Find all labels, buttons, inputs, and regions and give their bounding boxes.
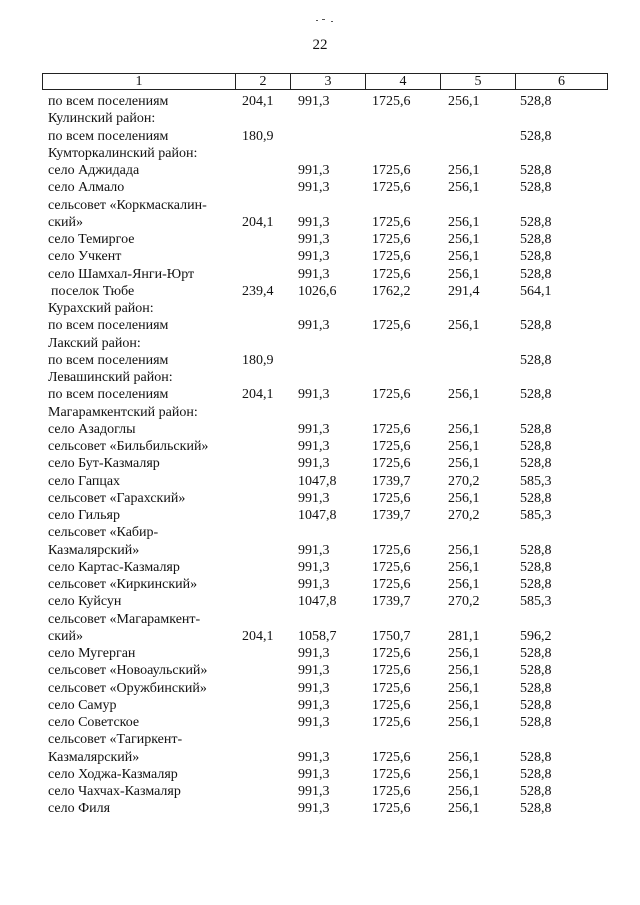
table-cell-col6: 585,3	[520, 473, 552, 489]
table-cell-col5: 270,2	[448, 508, 480, 523]
table-cell-col6: 528,8	[520, 801, 552, 817]
table-cell-col1: село Филя	[48, 801, 111, 817]
table-cell-col1: по всем поселениям	[48, 94, 169, 109]
table-row	[0, 766, 640, 783]
table-cell-col1: сельсовет «Кабир-	[48, 525, 159, 541]
table-cell-col5: 256,1	[448, 749, 480, 765]
table-cell-col3: 991,3	[298, 232, 330, 247]
table-cell-col1: ский»	[48, 628, 83, 644]
table-row	[0, 697, 640, 714]
table-cell-col5: 256,1	[448, 715, 480, 730]
table-cell-col4: 1725,6	[372, 559, 411, 575]
table-cell-col4: 1725,6	[372, 318, 411, 334]
table-cell-col4: 1725,6	[372, 214, 411, 230]
table-cell-col4: 1725,6	[372, 490, 411, 506]
table-row	[0, 680, 640, 697]
table-cell-col1: село Ходжа-Казмаляр	[48, 766, 178, 782]
table-cell-col1: ский»	[48, 214, 83, 230]
table-cell-col5: 256,1	[448, 266, 480, 282]
table-row	[0, 524, 640, 541]
table-cell-col1: Казмалярский»	[48, 542, 140, 558]
table-cell-col1: село Учкент	[48, 249, 122, 265]
table-row	[0, 317, 640, 334]
table-cell-col1: сельсовет «Бильбильский»	[48, 439, 209, 454]
table-cell-col4: 1725,6	[372, 801, 411, 817]
table-cell-col3: 991,3	[298, 249, 330, 265]
table-cell-col1: Кулинский район:	[48, 111, 156, 127]
table-cell-col1: село Азадоглы	[48, 421, 136, 437]
table-cell-col4: 1725,6	[372, 163, 411, 178]
table-cell-col1: село Гапцах	[48, 473, 121, 489]
table-cell-col1: сельсовет «Гарахский»	[48, 490, 186, 506]
table-cell-col4: 1725,6	[372, 784, 411, 799]
table-cell-col5: 256,1	[448, 318, 480, 334]
table-cell-col6: 528,8	[520, 387, 552, 403]
table-row	[0, 490, 640, 507]
table-cell-col4: 1725,6	[372, 680, 411, 696]
table-cell-col1: сельсовет «Оружбинский»	[48, 680, 207, 696]
table-cell-col1: село Шамхал-Янги-Юрт	[48, 266, 195, 282]
table-cell-col1: сельсовет «Новоаульский»	[48, 663, 208, 679]
table-cell-col5: 256,1	[448, 163, 480, 178]
table-row	[0, 800, 640, 817]
column-header-6: 6	[558, 74, 565, 89]
table-cell-col5: 256,1	[448, 559, 480, 575]
table-cell-col6: 528,8	[520, 749, 552, 765]
table-cell-col5: 256,1	[448, 94, 480, 109]
table-cell-col5: 256,1	[448, 766, 480, 782]
table-cell-col5: 281,1	[448, 628, 480, 644]
table-cell-col4: 1725,6	[372, 749, 411, 765]
table-cell-col5: 256,1	[448, 421, 480, 437]
table-cell-col4: 1725,6	[372, 663, 411, 679]
table-cell-col1: сельсовет «Магарамкент-	[48, 611, 201, 627]
table-cell-col1: Магарамкентский район:	[48, 404, 198, 420]
table-row	[0, 783, 640, 800]
table-cell-col1: село Советское	[48, 715, 140, 730]
table-cell-col6: 528,8	[520, 163, 552, 178]
table-cell-col6: 528,8	[520, 128, 552, 144]
table-cell-col3: 991,3	[298, 180, 330, 196]
table-cell-col3: 991,3	[298, 266, 330, 282]
table-cell-col1: село Алмало	[48, 180, 125, 196]
table-cell-col4: 1725,6	[372, 180, 411, 196]
table-cell-col5: 256,1	[448, 232, 480, 247]
table-cell-col3: 991,3	[298, 94, 330, 109]
table-cell-col6: 528,8	[520, 352, 552, 368]
table-cell-col6: 564,1	[520, 283, 552, 299]
table-row	[0, 731, 640, 748]
table-cell-col3: 991,3	[298, 439, 330, 454]
table-cell-col4: 1725,6	[372, 249, 411, 265]
table-cell-col6: 528,8	[520, 214, 552, 230]
table-cell-col6: 528,8	[520, 766, 552, 782]
table-cell-col2: 204,1	[242, 628, 274, 644]
table-cell-col6: 528,8	[520, 232, 552, 247]
table-cell-col6: 528,8	[520, 663, 552, 679]
table-cell-col6: 528,8	[520, 715, 552, 730]
table-cell-col3: 991,3	[298, 784, 330, 799]
table-cell-col1: по всем поселениям	[48, 387, 169, 403]
table-cell-col3: 991,3	[298, 801, 330, 817]
table-cell-col5: 270,2	[448, 473, 480, 489]
table-cell-col6: 528,8	[520, 490, 552, 506]
table-cell-col4: 1750,7	[372, 628, 411, 644]
table-cell-col4: 1725,6	[372, 715, 411, 730]
table-row	[0, 197, 640, 214]
table-cell-col1: село Куйсун	[48, 594, 122, 610]
table-cell-col6: 528,8	[520, 577, 552, 592]
table-cell-col4: 1725,6	[372, 697, 411, 713]
table-cell-col3: 991,3	[298, 559, 330, 575]
table-row	[0, 749, 640, 766]
table-row	[0, 593, 640, 610]
table-cell-col6: 528,8	[520, 456, 552, 472]
table-row	[0, 576, 640, 593]
table-cell-col1: сельсовет «Тагиркент-	[48, 732, 183, 748]
table-row	[0, 352, 640, 369]
table-cell-col4: 1725,6	[372, 577, 411, 592]
table-cell-col3: 991,3	[298, 490, 330, 506]
column-header-1: 1	[43, 74, 236, 89]
table-row	[0, 507, 640, 524]
table-cell-col2: 180,9	[242, 128, 274, 144]
table-cell-col4: 1725,6	[372, 439, 411, 454]
column-header-5: 5	[441, 74, 516, 89]
table-row	[0, 559, 640, 576]
table-cell-col1: Курахский район:	[48, 301, 154, 316]
table-cell-col4: 1725,6	[372, 94, 411, 109]
table-cell-col5: 256,1	[448, 784, 480, 799]
table-row	[0, 300, 640, 317]
table-body	[0, 93, 640, 818]
table-cell-col3: 991,3	[298, 163, 330, 178]
table-row	[0, 248, 640, 265]
table-cell-col4: 1762,2	[372, 283, 411, 299]
table-cell-col1: село Картас-Казмаляр	[48, 559, 180, 575]
table-row	[0, 421, 640, 438]
table-cell-col4: 1725,6	[372, 232, 411, 247]
table-cell-col5: 256,1	[448, 387, 480, 403]
table-cell-col3: 991,3	[298, 646, 330, 661]
table-cell-col5: 256,1	[448, 214, 480, 230]
table-row	[0, 128, 640, 145]
table-cell-col3: 991,3	[298, 577, 330, 592]
table-row	[0, 110, 640, 127]
table-cell-col1: Кумторкалинский район:	[48, 145, 198, 161]
table-cell-col2: 239,4	[242, 283, 274, 299]
table-cell-col4: 1725,6	[372, 387, 411, 403]
table-cell-col5: 256,1	[448, 542, 480, 558]
page-number: 22	[312, 37, 328, 53]
table-cell-col3: 991,3	[298, 749, 330, 765]
table-cell-col3: 1026,6	[298, 283, 337, 299]
table-cell-col1: сельсовет «Киркинский»	[48, 577, 198, 592]
table-cell-col6: 528,8	[520, 180, 552, 196]
table-row	[0, 386, 640, 403]
table-cell-col5: 256,1	[448, 663, 480, 679]
table-cell-col1: Казмалярский»	[48, 749, 140, 765]
table-cell-col1: село Бут-Казмаляр	[48, 456, 160, 472]
table-row	[0, 93, 640, 110]
table-cell-col1: село Мугерган	[48, 646, 136, 661]
table-cell-col4: 1739,7	[372, 594, 411, 610]
table-cell-col3: 991,3	[298, 697, 330, 713]
table-cell-col5: 256,1	[448, 801, 480, 817]
table-cell-col3: 991,3	[298, 680, 330, 696]
table-cell-col6: 528,8	[520, 318, 552, 334]
table-cell-col5: 256,1	[448, 577, 480, 592]
table-row	[0, 283, 640, 300]
table-cell-col2: 204,1	[242, 94, 274, 109]
table-row	[0, 369, 640, 386]
table-cell-col1: поселок Тюбе	[51, 283, 135, 299]
table-cell-col5: 291,4	[448, 283, 480, 299]
table-cell-col6: 528,8	[520, 784, 552, 799]
table-row	[0, 645, 640, 662]
table-row	[0, 611, 640, 628]
table-cell-col6: 528,8	[520, 94, 552, 109]
table-cell-col4: 1725,6	[372, 542, 411, 558]
table-cell-col1: село Самур	[48, 697, 117, 713]
table-row	[0, 179, 640, 196]
table-cell-col4: 1725,6	[372, 766, 411, 782]
table-cell-col1: село Чахчах-Казмаляр	[48, 784, 181, 799]
table-cell-col1: село Темиргое	[48, 232, 135, 247]
table-cell-col6: 528,8	[520, 266, 552, 282]
table-cell-col4: 1739,7	[372, 508, 411, 523]
table-row	[0, 438, 640, 455]
table-cell-col6: 528,8	[520, 542, 552, 558]
table-row	[0, 404, 640, 421]
table-cell-col4: 1725,6	[372, 266, 411, 282]
table-cell-col4: 1739,7	[372, 473, 411, 489]
table-cell-col6: 528,8	[520, 421, 552, 437]
table-row	[0, 628, 640, 645]
table-cell-col6: 596,2	[520, 628, 552, 644]
table-cell-col1: село Гильяр	[48, 508, 120, 523]
table-cell-col3: 1047,8	[298, 473, 337, 489]
table-cell-col3: 991,3	[298, 421, 330, 437]
table-cell-col3: 991,3	[298, 318, 330, 334]
table-cell-col3: 991,3	[298, 663, 330, 679]
table-row	[0, 162, 640, 179]
table-cell-col6: 528,8	[520, 559, 552, 575]
column-header-3: 3	[291, 74, 366, 89]
table-cell-col3: 991,3	[298, 456, 330, 472]
table-row	[0, 455, 640, 472]
table-cell-col6: 528,8	[520, 439, 552, 454]
table-cell-col3: 1047,8	[298, 594, 337, 610]
table-cell-col3: 991,3	[298, 715, 330, 730]
column-header-4: 4	[366, 74, 441, 89]
table-row	[0, 214, 640, 231]
table-cell-col5: 256,1	[448, 439, 480, 454]
table-cell-col1: сельсовет «Коркмаскалин-	[48, 197, 207, 213]
table-header	[42, 73, 608, 90]
table-cell-col4: 1725,6	[372, 646, 411, 661]
table-row	[0, 145, 640, 162]
table-cell-col6: 585,3	[520, 508, 552, 523]
table-cell-col4: 1725,6	[372, 456, 411, 472]
table-row	[0, 662, 640, 679]
table-cell-col6: 528,8	[520, 249, 552, 265]
table-cell-col5: 256,1	[448, 180, 480, 196]
table-cell-col2: 204,1	[242, 214, 274, 230]
table-cell-col1: село Аджидада	[48, 163, 140, 178]
table-row	[0, 335, 640, 352]
table-cell-col3: 991,3	[298, 214, 330, 230]
table-cell-col1: по всем поселениям	[48, 128, 169, 144]
table-cell-col5: 256,1	[448, 249, 480, 265]
table-cell-col2: 180,9	[242, 352, 274, 368]
table-cell-col3: 991,3	[298, 542, 330, 558]
table-cell-col5: 256,1	[448, 680, 480, 696]
table-cell-col1: Лакский район:	[48, 335, 141, 351]
table-cell-col6: 528,8	[520, 680, 552, 696]
table-cell-col3: 1058,7	[298, 628, 337, 644]
table-cell-col1: Левашинский район:	[48, 370, 173, 385]
table-cell-col5: 256,1	[448, 490, 480, 506]
table-cell-col1: по всем поселениям	[48, 318, 169, 334]
table-cell-col3: 1047,8	[298, 508, 337, 523]
table-cell-col6: 528,8	[520, 697, 552, 713]
table-row	[0, 231, 640, 248]
column-header-2: 2	[236, 74, 291, 89]
table-cell-col5: 256,1	[448, 646, 480, 661]
table-cell-col4: 1725,6	[372, 421, 411, 437]
table-cell-col5: 256,1	[448, 456, 480, 472]
table-cell-col3: 991,3	[298, 766, 330, 782]
table-cell-col5: 270,2	[448, 594, 480, 610]
table-cell-col6: 585,3	[520, 594, 552, 610]
table-cell-col6: 528,8	[520, 646, 552, 661]
table-row	[0, 714, 640, 731]
table-row	[0, 266, 640, 283]
table-cell-col3: 991,3	[298, 387, 330, 403]
table-row	[0, 542, 640, 559]
table-row	[0, 473, 640, 490]
table-cell-col1: по всем поселениям	[48, 352, 169, 368]
table-cell-col2: 204,1	[242, 387, 274, 403]
table-cell-col5: 256,1	[448, 697, 480, 713]
